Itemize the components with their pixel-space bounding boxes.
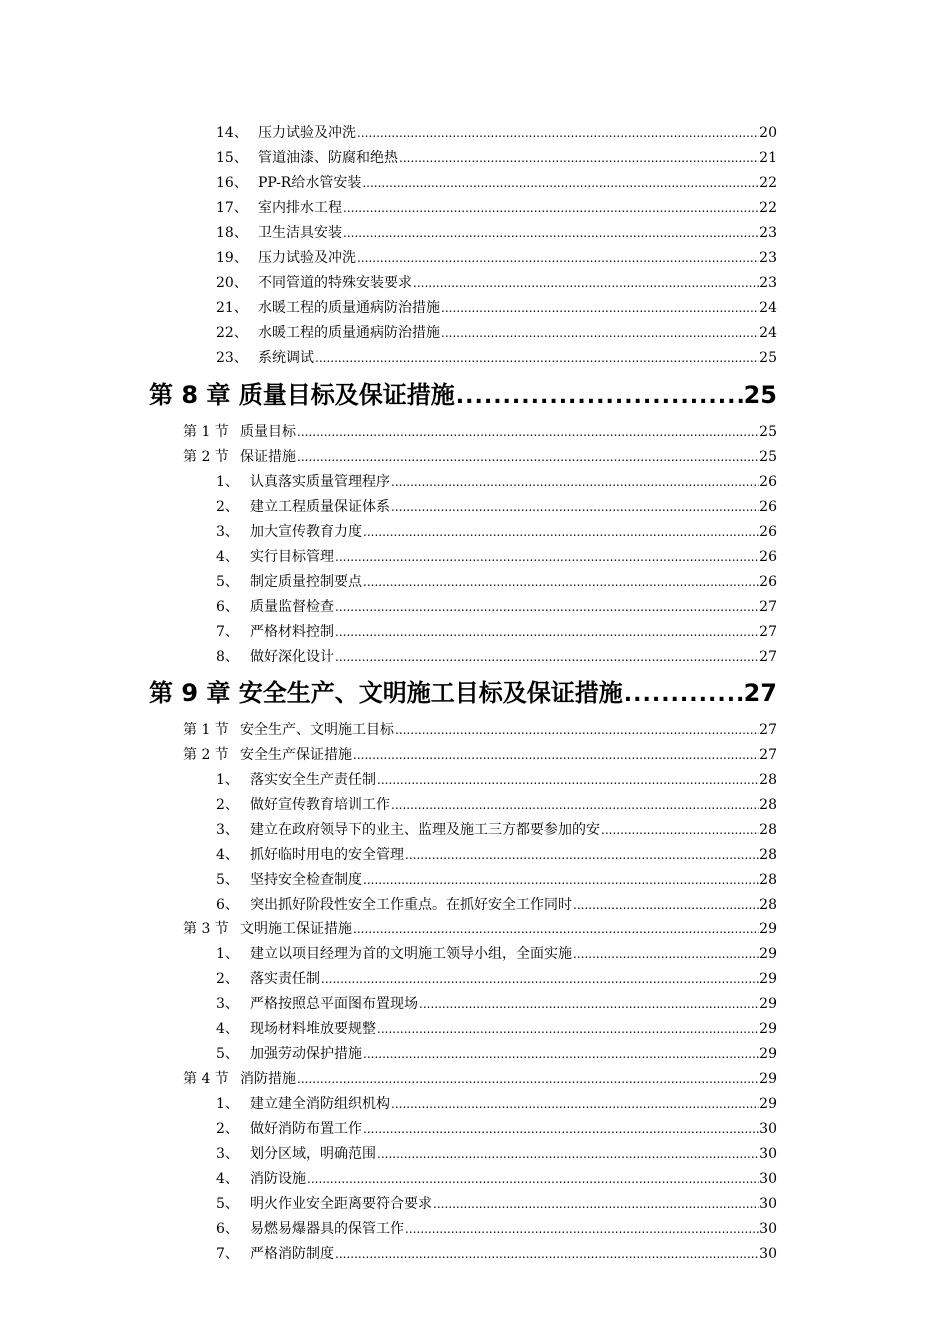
item-number: 3、: [216, 1146, 239, 1162]
toc-item: [216, 1095, 777, 1113]
item-number: 6、: [216, 897, 239, 913]
toc-section: [183, 920, 777, 938]
item-number: 5、: [216, 574, 239, 590]
item-title: 水暖工程的质量通病防治措施: [258, 325, 440, 341]
leader-dots: [335, 548, 759, 566]
leader-dots: [399, 149, 759, 167]
page-number: 29: [759, 971, 777, 987]
page-number: 27: [743, 679, 777, 707]
page-number: 28: [759, 772, 777, 788]
leader-dots: [441, 299, 759, 317]
item-title: 建立建全消防组织机构: [250, 1096, 390, 1112]
item-title: 建立在政府领导下的业主、监理及施工三方都要参加的安: [250, 822, 600, 838]
item-number: 4、: [216, 549, 239, 565]
toc-item: [216, 199, 777, 217]
item-number: 2、: [216, 1121, 239, 1137]
leader-dots: [335, 598, 759, 616]
item-title: 落实安全生产责任制: [250, 772, 376, 788]
item-number: 23、: [216, 350, 248, 366]
section-number: 第 4 节: [183, 1071, 229, 1087]
leader-dots: [357, 124, 759, 142]
item-number: 5、: [216, 1196, 239, 1212]
toc-section: [183, 448, 777, 466]
page-number: 30: [759, 1171, 777, 1187]
item-title: 做好消防布置工作: [250, 1121, 362, 1137]
page-number: 24: [759, 300, 777, 316]
item-number: 5、: [216, 1046, 239, 1062]
section-number: 第 1 节: [183, 722, 229, 738]
leader-dots: [441, 324, 759, 342]
page-number: 27: [759, 649, 777, 665]
page-number: 23: [759, 250, 777, 266]
page-number: 30: [759, 1246, 777, 1262]
item-title: 认真落实质量管理程序: [250, 474, 390, 490]
item-number: 20、: [216, 275, 248, 291]
item-title: 加强劳动保护措施: [250, 1046, 362, 1062]
page-number: 28: [759, 847, 777, 863]
toc-item: [216, 623, 777, 641]
item-number: 7、: [216, 1246, 239, 1262]
item-title: 建立以项目经理为首的文明施工领导小组，全面实施: [250, 946, 572, 962]
toc-item: [216, 1020, 777, 1038]
section-title: 安全生产保证措施: [240, 747, 352, 763]
item-number: 16、: [216, 175, 248, 191]
toc-item: [216, 324, 777, 342]
page-number: 23: [759, 275, 777, 291]
item-number: 21、: [216, 300, 248, 316]
section-title: 文明施工保证措施: [240, 921, 352, 937]
toc-item: [216, 970, 777, 988]
leader-dots: [395, 721, 759, 739]
item-title: 压力试验及冲洗: [258, 125, 356, 141]
page-number: 27: [759, 599, 777, 615]
item-number: 7、: [216, 624, 239, 640]
item-title: 抓好临时用电的安全管理: [250, 847, 404, 863]
item-number: 4、: [216, 847, 239, 863]
leader-dots: [363, 573, 759, 591]
page-number: 23: [759, 225, 777, 241]
toc-item: [216, 1195, 777, 1213]
page-number: 27: [759, 624, 777, 640]
item-title: 消防设施: [250, 1171, 306, 1187]
toc-item: [216, 896, 777, 914]
leader-dots: [297, 448, 759, 466]
item-title: 严格按照总平面图布置现场: [250, 996, 418, 1012]
toc-item: [216, 1120, 777, 1138]
page-number: 26: [759, 499, 777, 515]
leader-dots: [335, 1245, 759, 1263]
item-number: 3、: [216, 996, 239, 1012]
toc-item: [216, 473, 777, 491]
leader-dots: [297, 1070, 759, 1088]
page-number: 29: [759, 1071, 777, 1087]
item-number: 18、: [216, 225, 248, 241]
leader-dots: [363, 1045, 759, 1063]
item-number: 5、: [216, 872, 239, 888]
toc-item: [216, 498, 777, 516]
toc-section: [183, 746, 777, 764]
item-title: 现场材料堆放要规整: [250, 1021, 376, 1037]
page-number: 22: [759, 175, 777, 191]
leader-dots: [377, 771, 759, 789]
leader-dots: [363, 1120, 759, 1138]
section-title: 保证措施: [240, 449, 296, 465]
page-number: 29: [759, 1096, 777, 1112]
page-number: 25: [759, 424, 777, 440]
page-number: 29: [759, 1046, 777, 1062]
leader-dots: [343, 199, 759, 217]
leader-dots: [377, 1020, 759, 1038]
page-number: 20: [759, 125, 777, 141]
item-number: 3、: [216, 822, 239, 838]
chapter-title: 第 9 章 安全生产、文明施工目标及保证措施: [149, 679, 623, 707]
item-title: 压力试验及冲洗: [258, 250, 356, 266]
leader-dots: [377, 1145, 759, 1163]
leader-dots: [419, 995, 759, 1013]
item-title: 水暖工程的质量通病防治措施: [258, 300, 440, 316]
item-number: 2、: [216, 971, 239, 987]
item-title: 管道油漆、防腐和绝热: [258, 150, 398, 166]
leader-dots: [335, 623, 759, 641]
item-number: 1、: [216, 946, 239, 962]
leader-dots: [297, 423, 759, 441]
section-title: 消防措施: [240, 1071, 296, 1087]
page-number: 30: [759, 1221, 777, 1237]
item-number: 1、: [216, 474, 239, 490]
toc-item: [216, 771, 777, 789]
page-number: 29: [759, 1021, 777, 1037]
leader-dots: [601, 821, 759, 839]
item-title: 实行目标管理: [250, 549, 334, 565]
toc-item: [216, 598, 777, 616]
toc-item: [216, 174, 777, 192]
item-title: 卫生洁具安装: [258, 225, 342, 241]
leader-dots: [357, 249, 759, 267]
chapter-heading: [149, 678, 777, 710]
section-number: 第 2 节: [183, 449, 229, 465]
page-number: 25: [759, 350, 777, 366]
item-title: 室内排水工程: [258, 200, 342, 216]
leader-dots: [362, 174, 759, 192]
leader-dots: [433, 1195, 759, 1213]
leader-dots: [343, 224, 759, 242]
toc-section: [183, 423, 777, 441]
item-number: 3、: [216, 524, 239, 540]
leader-dots: [573, 896, 759, 914]
item-title: 质量监督检查: [250, 599, 334, 615]
leader-dots: [307, 1170, 759, 1188]
item-title: 做好宣传教育培训工作: [250, 797, 390, 813]
item-title: 突出抓好阶段性安全工作重点。在抓好安全工作同时: [250, 897, 572, 913]
leader-dots: [624, 680, 744, 710]
toc-section: [183, 721, 777, 739]
item-number: 4、: [216, 1171, 239, 1187]
section-number: 第 3 节: [183, 921, 229, 937]
toc-item: [216, 1045, 777, 1063]
toc-item: [216, 945, 777, 963]
section-title: 安全生产、文明施工目标: [240, 722, 394, 738]
item-title: 制定质量控制要点: [250, 574, 362, 590]
toc-item: [216, 523, 777, 541]
item-title: 严格消防制度: [250, 1246, 334, 1262]
item-number: 6、: [216, 599, 239, 615]
page-number: 28: [759, 897, 777, 913]
leader-dots: [413, 274, 759, 292]
page-number: 28: [759, 872, 777, 888]
toc-item: [216, 274, 777, 292]
leader-dots: [405, 846, 759, 864]
item-title: 划分区域，明确范围: [250, 1146, 376, 1162]
item-number: 8、: [216, 649, 239, 665]
page-number: 26: [759, 549, 777, 565]
toc-item: [216, 1145, 777, 1163]
leader-dots: [321, 970, 759, 988]
item-number: 14、: [216, 125, 248, 141]
page-number: 24: [759, 325, 777, 341]
chapter-title: 第 8 章 质量目标及保证措施: [149, 381, 455, 409]
item-title: 明火作业安全距离要符合要求: [250, 1196, 432, 1212]
toc-item: [216, 871, 777, 889]
toc-item: [216, 224, 777, 242]
chapter-heading: [149, 380, 777, 412]
item-number: 17、: [216, 200, 248, 216]
page-number: 30: [759, 1196, 777, 1212]
leader-dots: [363, 523, 759, 541]
item-title: 坚持安全检查制度: [250, 872, 362, 888]
leader-dots: [315, 349, 759, 367]
toc-item: [216, 796, 777, 814]
item-title: 落实责任制: [250, 971, 320, 987]
leader-dots: [391, 473, 759, 491]
leader-dots: [335, 648, 759, 666]
toc-item: [216, 299, 777, 317]
toc-section: [183, 1070, 777, 1088]
leader-dots: [353, 746, 759, 764]
leader-dots: [353, 920, 759, 938]
page-number: 22: [759, 200, 777, 216]
item-title: 系统调试: [258, 350, 314, 366]
item-title: 加大宣传教育力度: [250, 524, 362, 540]
leader-dots: [391, 1095, 759, 1113]
section-number: 第 2 节: [183, 747, 229, 763]
item-number: 4、: [216, 1021, 239, 1037]
leader-dots: [391, 498, 759, 516]
page-number: 27: [759, 722, 777, 738]
item-title: 易燃易爆器具的保管工作: [250, 1221, 404, 1237]
page-number: 26: [759, 474, 777, 490]
page-number: 26: [759, 524, 777, 540]
toc-item: [216, 124, 777, 142]
page-number: 29: [759, 921, 777, 937]
page-number: 21: [759, 150, 777, 166]
item-title: 做好深化设计: [250, 649, 334, 665]
leader-dots: [405, 1220, 759, 1238]
leader-dots: [456, 382, 744, 412]
page-number: 28: [759, 822, 777, 838]
toc-item: [216, 821, 777, 839]
page-number: 27: [759, 747, 777, 763]
toc-item: [216, 995, 777, 1013]
toc-item: [216, 548, 777, 566]
item-number: 2、: [216, 797, 239, 813]
item-number: 22、: [216, 325, 248, 341]
page-number: 26: [759, 574, 777, 590]
item-number: 6、: [216, 1221, 239, 1237]
page-number: 25: [759, 449, 777, 465]
page-number: 29: [759, 946, 777, 962]
leader-dots: [573, 945, 759, 963]
page-number: 30: [759, 1121, 777, 1137]
section-number: 第 1 节: [183, 424, 229, 440]
item-number: 1、: [216, 772, 239, 788]
item-number: 2、: [216, 499, 239, 515]
item-number: 19、: [216, 250, 248, 266]
page-number: 30: [759, 1146, 777, 1162]
toc-item: [216, 1170, 777, 1188]
toc-item: [216, 573, 777, 591]
leader-dots: [391, 796, 759, 814]
item-number: 15、: [216, 150, 248, 166]
page-number: 25: [743, 381, 777, 409]
item-number: 1、: [216, 1096, 239, 1112]
toc-item: [216, 349, 777, 367]
item-title: PP-R给水管安装: [258, 175, 362, 191]
page-number: 29: [759, 996, 777, 1012]
item-title: 严格材料控制: [250, 624, 334, 640]
toc-item: [216, 648, 777, 666]
toc-item: [216, 249, 777, 267]
toc-item: [216, 1245, 777, 1263]
item-title: 建立工程质量保证体系: [250, 499, 390, 515]
toc-item: [216, 149, 777, 167]
section-title: 质量目标: [240, 424, 296, 440]
page-number: 28: [759, 797, 777, 813]
item-title: 不同管道的特殊安装要求: [258, 275, 412, 291]
leader-dots: [363, 871, 759, 889]
toc-item: [216, 846, 777, 864]
toc-item: [216, 1220, 777, 1238]
